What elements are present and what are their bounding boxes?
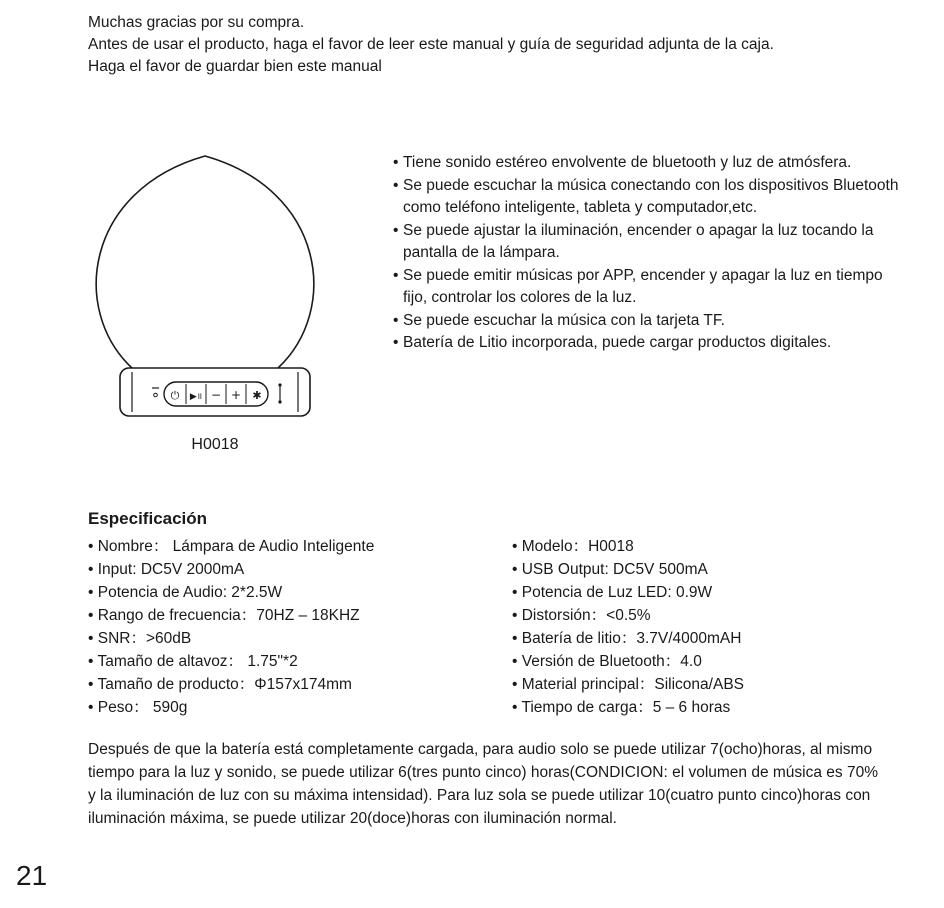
intro-text (88, 12, 908, 78)
light-button-icon: ✱ (252, 389, 262, 402)
feature-item: • Se puede emitir músicas por APP, encender y apagar la luz en tiempo fijo, controlar los colores de la luz. (393, 265, 903, 310)
product-illustration (80, 150, 330, 470)
intro-line-2: Antes de usar el producto, haga el favor de leer este manual y guía de seguridad adjunta de la caja. (88, 36, 774, 53)
spec-item: • SNR：>60dB (88, 627, 508, 650)
spec-item: • Modelo：H0018 (512, 535, 912, 558)
power-button-icon: ⏻ (170, 389, 180, 402)
spec-item: • USB Output: DC5V 500mA (512, 558, 912, 581)
feature-list (393, 152, 903, 355)
lamp-drawing (80, 150, 330, 435)
model-label: H0018 (191, 436, 239, 453)
spec-list-right (512, 535, 912, 719)
feature-item: • Se puede ajustar la iluminación, encender o apagar la luz tocando la pantalla de la lámpara. (393, 220, 903, 265)
spec-item: • Versión de Bluetooth：4.0 (512, 650, 912, 673)
spec-item: • Tiempo de carga：5 – 6 horas (512, 696, 912, 719)
spec-item: • Batería de litio：3.7V/4000mAH (512, 627, 912, 650)
feature-item: • Se puede escuchar la música con la tarjeta TF. (393, 310, 903, 333)
intro-line-3: Haga el favor de guardar bien este manual (88, 58, 382, 75)
feature-item: • Tiene sonido estéreo envolvente de bluetooth y luz de atmósfera. (393, 152, 903, 175)
feature-item: • Se puede escuchar la música conectando con los dispositivos Bluetooth como teléfono inteligente, tableta y computador,etc. (393, 175, 903, 220)
intro-line-1: Muchas gracias por su compra. (88, 14, 305, 31)
usb-port-icon (152, 388, 159, 397)
spec-item: • Tamaño de producto：Φ157x174mm (88, 673, 508, 696)
lamp-globe (96, 156, 314, 368)
charge-port-icon (278, 383, 281, 403)
play-pause-button-icon: ▶॥ (189, 392, 203, 402)
spec-item: • Rango de frecuencia：70HZ – 18KHZ (88, 604, 508, 627)
spec-heading: Especificación (88, 509, 208, 528)
spec-item: • Nombre： Lámpara de Audio Inteligente (88, 535, 508, 558)
spec-item: • Distorsión：<0.5% (512, 604, 912, 627)
spec-item: • Material principal：Silicona/ABS (512, 673, 912, 696)
feature-item: • Batería de Litio incorporada, puede cargar productos digitales. (393, 332, 903, 355)
spec-item: • Potencia de Audio: 2*2.5W (88, 581, 508, 604)
volume-down-button-icon: − (210, 388, 222, 402)
page-number: 21 (16, 860, 48, 891)
volume-up-button-icon: + (230, 388, 242, 402)
spec-list-left (88, 535, 508, 719)
spec-item: • Input: DC5V 2000mA (88, 558, 508, 581)
spec-item: • Tamaño de altavoz： 1.75"*2 (88, 650, 508, 673)
spec-item: • Potencia de Luz LED: 0.9W (512, 581, 912, 604)
spec-item: • Peso： 590g (88, 696, 508, 719)
battery-note: Después de que la batería está completamente cargada, para audio solo se puede utilizar 7(ocho)horas, al mismo tiempo para la luz y sonido, se puede utilizar 6(tres punto cinco) horas(CONDICION: el volumen de música es 70% y la iluminación de luz con su máxima intensidad). Para luz sola se puede utilizar 10(cuatro punto cinco)horas con iluminación máxima, se puede utilizar 20(doce)horas con iluminación normal. (88, 741, 879, 827)
